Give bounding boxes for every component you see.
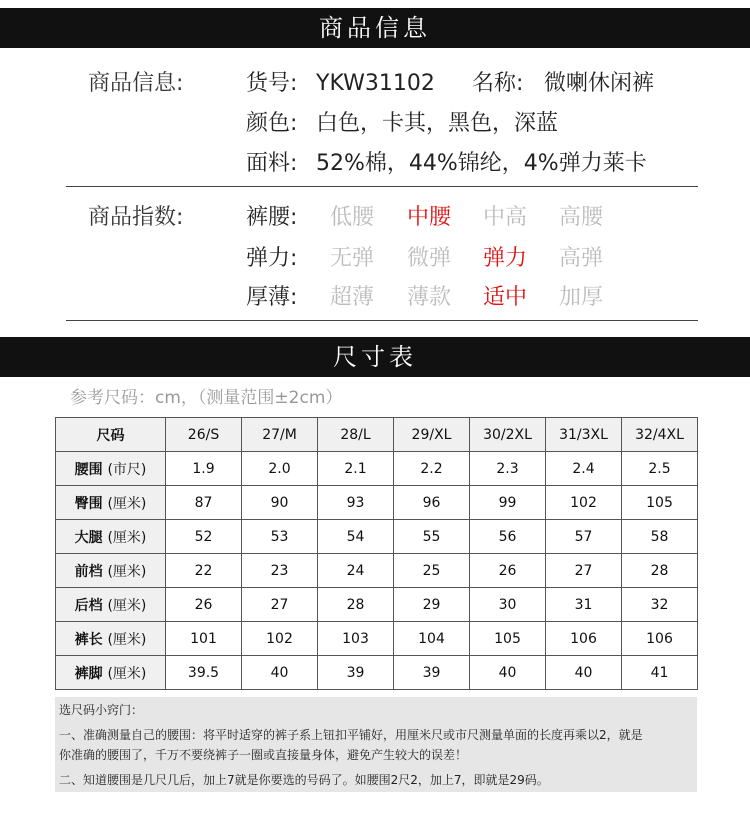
index-option: 中高	[483, 205, 528, 230]
index-option: 适中	[483, 285, 528, 310]
size-column-header: 31/3XL	[546, 418, 622, 452]
row-header	[56, 656, 166, 690]
divider	[66, 320, 698, 321]
table-cell: 2.4	[546, 452, 622, 486]
table-cell: 101	[166, 622, 242, 656]
table-cell: 55	[394, 520, 470, 554]
table-cell: 106	[622, 622, 698, 656]
table-cell: 57	[546, 520, 622, 554]
table-cell: 25	[394, 554, 470, 588]
tips-line: 你准确的腰围了，千万不要绕裤子一圈或直接量身体，避免产生较大的误差！	[59, 748, 468, 762]
measure-unit: (厘米)	[107, 631, 147, 648]
table-cell: 39.5	[166, 656, 242, 690]
index-option: 微弹	[407, 246, 452, 271]
size-chart-banner: 尺寸表	[0, 337, 750, 377]
table-cell: 28	[622, 554, 698, 588]
sku-key: 货号:	[246, 71, 298, 96]
table-row	[56, 656, 698, 690]
index-row-stretch	[0, 241, 750, 277]
table-row	[56, 486, 698, 520]
name-key: 名称:	[472, 71, 524, 96]
info-row-sku	[0, 66, 750, 102]
row-header	[56, 452, 166, 486]
fabric-key: 面料:	[246, 151, 298, 176]
table-cell: 56	[470, 520, 546, 554]
table-cell: 54	[318, 520, 394, 554]
table-cell: 39	[394, 656, 470, 690]
table-cell: 90	[242, 486, 318, 520]
info-row-color	[0, 106, 750, 142]
index-option: 薄款	[407, 285, 452, 310]
index-key: 厚薄:	[246, 285, 298, 310]
table-cell: 32	[622, 588, 698, 622]
table-cell: 27	[546, 554, 622, 588]
table-row	[56, 588, 698, 622]
table-cell: 40	[470, 656, 546, 690]
table-cell: 2.1	[318, 452, 394, 486]
table-cell: 105	[622, 486, 698, 520]
fabric-value: 52%棉，44%锦纶，4%弹力莱卡	[316, 151, 647, 176]
table-cell: 24	[318, 554, 394, 588]
row-header	[56, 554, 166, 588]
index-option: 加厚	[559, 285, 604, 310]
name-value: 微喇休闲裤	[544, 71, 655, 96]
measure-name: 裤长	[74, 631, 103, 648]
table-cell: 58	[622, 520, 698, 554]
product-info-banner: 商品信息	[0, 8, 750, 48]
size-column-header: 29/XL	[394, 418, 470, 452]
table-row	[56, 554, 698, 588]
table-cell: 2.5	[622, 452, 698, 486]
tips-line: 一、准确测量自己的腰围：将平时适穿的裤子系上钮扣平铺好，用厘米尺或市尺测量单面的长度再乘以2，就是	[59, 728, 643, 742]
size-header-row	[56, 418, 698, 452]
table-cell: 53	[242, 520, 318, 554]
table-row	[56, 520, 698, 554]
product-index-label: 商品指数:	[88, 205, 184, 230]
table-cell: 29	[394, 588, 470, 622]
color-value: 白色，卡其，黑色，深蓝	[316, 111, 559, 136]
table-row	[56, 452, 698, 486]
measure-name: 前档	[74, 563, 103, 580]
table-cell: 41	[622, 656, 698, 690]
table-cell: 30	[470, 588, 546, 622]
measure-unit: (厘米)	[107, 529, 147, 546]
measure-unit: (厘米)	[107, 495, 147, 512]
index-key: 裤腰:	[246, 205, 298, 230]
table-cell: 26	[470, 554, 546, 588]
divider	[66, 186, 698, 187]
table-cell: 1.9	[166, 452, 242, 486]
measure-unit: (厘米)	[107, 665, 147, 682]
table-cell: 28	[318, 588, 394, 622]
index-option: 中腰	[407, 205, 452, 230]
size-column-header: 32/4XL	[622, 418, 698, 452]
index-option: 低腰	[330, 205, 375, 230]
measure-unit: (厘米)	[107, 597, 147, 614]
table-cell: 22	[166, 554, 242, 588]
product-info-label: 商品信息:	[88, 71, 184, 96]
table-cell: 27	[242, 588, 318, 622]
measure-name: 裤脚	[74, 665, 103, 682]
index-option: 高弹	[559, 246, 604, 271]
measure-unit: (市尺)	[107, 461, 147, 478]
row-header	[56, 520, 166, 554]
size-tips-box	[55, 697, 697, 792]
measure-name: 大腿	[74, 529, 103, 546]
table-cell: 96	[394, 486, 470, 520]
measure-unit: (厘米)	[107, 563, 147, 580]
row-header	[56, 486, 166, 520]
size-column-header: 30/2XL	[470, 418, 546, 452]
table-cell: 31	[546, 588, 622, 622]
table-cell: 105	[470, 622, 546, 656]
size-column-header: 28/L	[318, 418, 394, 452]
table-cell: 99	[470, 486, 546, 520]
table-cell: 106	[546, 622, 622, 656]
index-option: 弹力	[483, 246, 528, 271]
table-cell: 2.3	[470, 452, 546, 486]
table-cell: 52	[166, 520, 242, 554]
index-option: 高腰	[559, 205, 604, 230]
size-note: 参考尺码：cm，（测量范围±2cm）	[70, 388, 343, 408]
index-option: 超薄	[330, 285, 375, 310]
size-column-header: 27/M	[242, 418, 318, 452]
table-cell: 103	[318, 622, 394, 656]
measure-name: 腰围	[74, 461, 103, 478]
size-table	[55, 417, 698, 690]
size-corner-header: 尺码	[56, 418, 166, 452]
measure-name: 后档	[74, 597, 103, 614]
index-row-waist	[0, 200, 750, 236]
row-header	[56, 622, 166, 656]
table-cell: 102	[242, 622, 318, 656]
sku-value: YKW31102	[316, 71, 435, 96]
index-option: 无弹	[330, 246, 375, 271]
index-row-thickness	[0, 280, 750, 316]
table-cell: 2.2	[394, 452, 470, 486]
table-cell: 39	[318, 656, 394, 690]
row-header	[56, 588, 166, 622]
table-cell: 23	[242, 554, 318, 588]
index-key: 弹力:	[246, 246, 298, 271]
info-row-fabric	[0, 146, 750, 182]
table-cell: 26	[166, 588, 242, 622]
tips-title: 选尺码小窍门：	[59, 703, 144, 717]
table-cell: 104	[394, 622, 470, 656]
table-cell: 102	[546, 486, 622, 520]
table-cell: 93	[318, 486, 394, 520]
size-column-header: 26/S	[166, 418, 242, 452]
measure-name: 臀围	[74, 495, 103, 512]
table-cell: 40	[242, 656, 318, 690]
table-cell: 40	[546, 656, 622, 690]
table-row	[56, 622, 698, 656]
table-cell: 87	[166, 486, 242, 520]
table-cell: 2.0	[242, 452, 318, 486]
color-key: 颜色:	[246, 111, 298, 136]
tips-line: 二、知道腰围是几尺几后，加上7就是你要选的号码了。如腰围2尺2，加上7，即就是29码。	[59, 773, 549, 787]
